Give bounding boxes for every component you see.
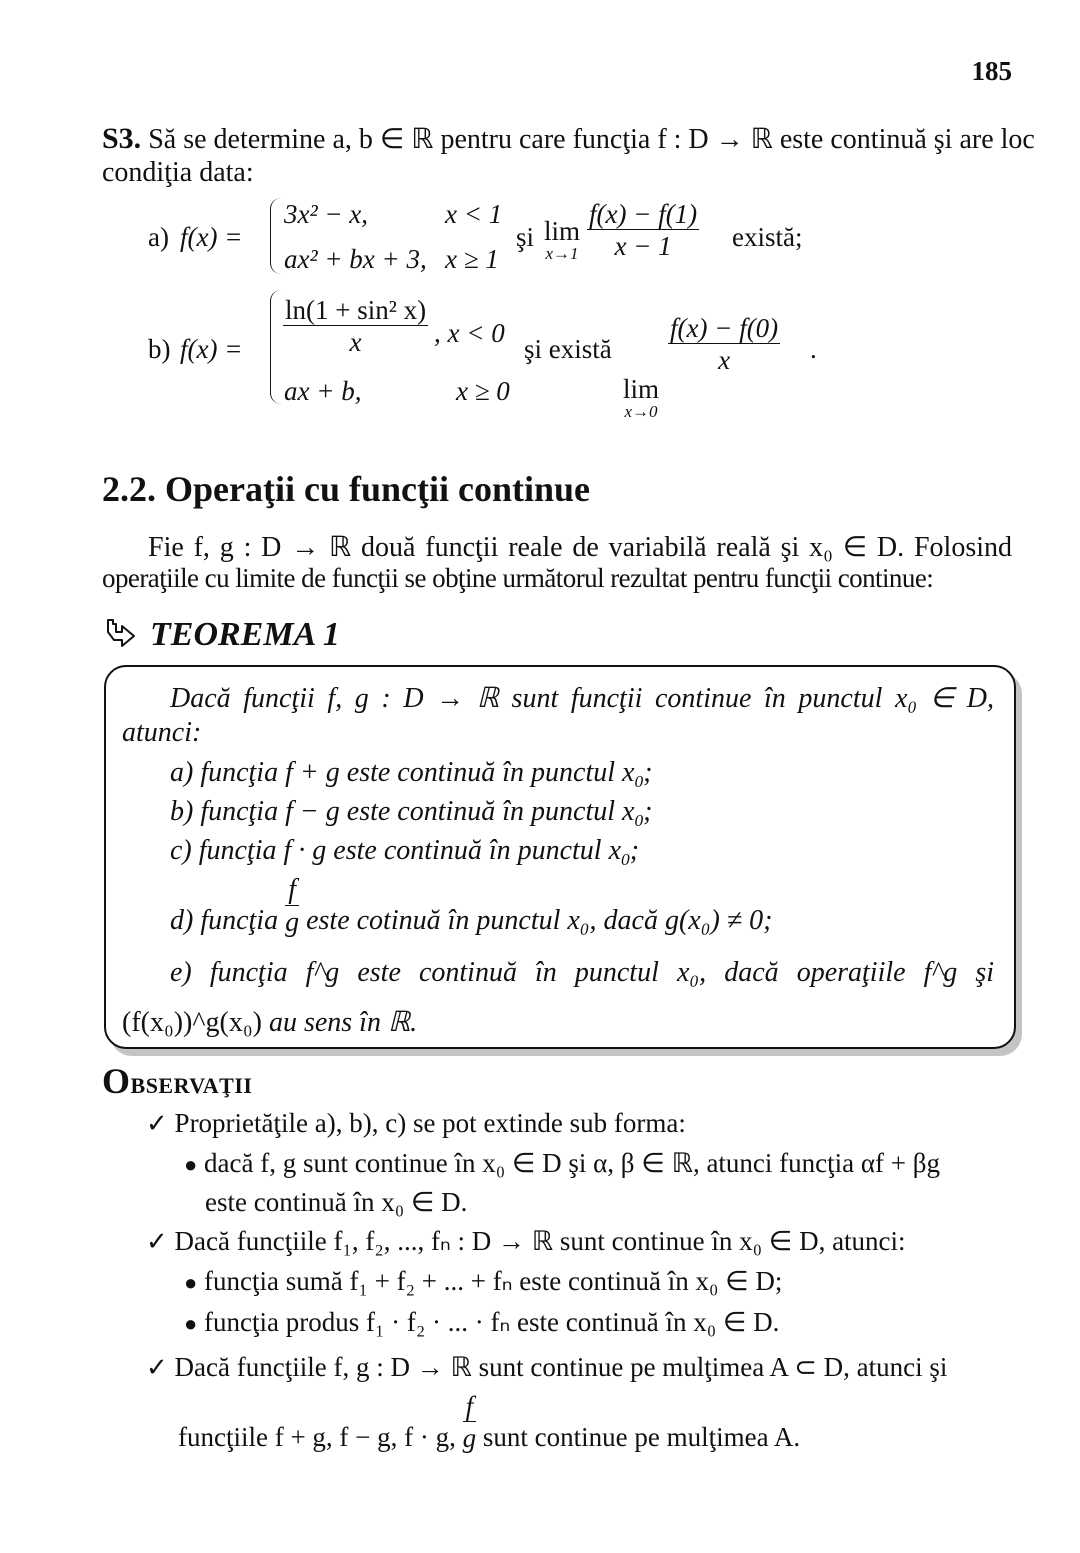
section-intro-line1: Fie f, g : D → ℝ două funcţii reale de variabilă reală şi x₀ ∈ D. Folosind [148, 532, 1012, 563]
part-a-lhs: f(x) = [180, 222, 243, 252]
part-b-lhs: f(x) = [180, 334, 243, 364]
observation-bullet-1-1-cont: este continuă în x₀ ∈ D. [205, 1187, 468, 1217]
part-b-tail: . [810, 334, 817, 364]
theorem-item-e-line2: (f(x₀))^g(x₀) au sens în ℝ. [122, 1007, 418, 1038]
part-a-case2-cond: x ≥ 1 [445, 244, 499, 274]
checkmark-icon: ✓ [146, 1353, 168, 1382]
part-a-case1-cond: x < 1 [445, 199, 503, 229]
observation-check-2: ✓ Dacă funcţiile f₁, f₂, ..., fₙ : D → ℝ sunt continue în x₀ ∈ D, atunci: [146, 1226, 906, 1256]
observation-bullet-1-1: ● dacă f, g sunt continue în x₀ ∈ D şi α, β ∈ ℝ, atunci funcţia αf + βg [184, 1148, 940, 1178]
section-heading: 2.2. Operaţii cu funcţii continue [102, 469, 590, 509]
part-b-case1-cond: , x < 0 [434, 318, 505, 348]
part-b-brace [270, 290, 281, 404]
part-b-connector: şi există [524, 334, 612, 364]
checkmark-icon: ✓ [146, 1227, 168, 1256]
exercise-statement-line1: Să se determine a, b ∈ ℝ pentru care funcţia f : D → ℝ este continuă şi are loc [148, 124, 1035, 155]
theorem-item-a: a) funcţia f + g este continuă în punctul $x_0$; [170, 757, 653, 792]
theorem-item-d: d) funcţia $\frac{f}{g}$ este cotinuă în punctul x₀, dacă g(x₀) ≠ 0; [170, 874, 773, 939]
hand-pointing-right-icon [104, 616, 140, 650]
part-a-tail: există; [732, 222, 803, 252]
part-b-label: b) [148, 334, 171, 364]
part-a-fraction: $\frac{f(x) - f(1)}{x - 1}$ [589, 199, 698, 262]
observation-check-3-line2: funcţiile f + g, f − g, f · g, $\frac{f}{g}$ sunt continue pe mulţimea A. [178, 1391, 801, 1454]
bullet-icon: ● [184, 1270, 198, 1295]
theorem-box [104, 665, 1016, 1049]
part-b-fraction: $\frac{f(x) - f(0)}{x}$ [670, 313, 779, 376]
part-b-case2-cond: x ≥ 0 [456, 376, 510, 406]
part-b-case1-fraction: $\frac{\text{ln(1 + sin² x)}}{x}$ [285, 295, 427, 358]
part-a-case1-expr: 3x² − x, [284, 199, 369, 229]
observation-bullet-2-2: ● funcţia produs f₁ · f₂ · ... · fₙ este continuă în x₀ ∈ D. [184, 1307, 780, 1337]
exercise-statement [102, 122, 1035, 156]
checkmark-icon: ✓ [146, 1109, 168, 1138]
bullet-icon: ● [184, 1152, 198, 1177]
exercise-statement-line2: condiţia data: [102, 157, 254, 188]
theorem-title: TEOREMA 1 [150, 616, 340, 653]
part-b-case2-expr: ax + b, [284, 376, 362, 406]
theorem-line1: Dacă funcţii f, g : D → ℝ sunt funcţii continue în punctul x₀ ∈ D, [170, 683, 994, 714]
section-intro-line2: operaţiile cu limite de funcţii se obţine următorul rezultat pentru funcţii continue: [102, 563, 934, 593]
part-a-case2-expr: ax² + bx + 3, [284, 244, 427, 274]
observation-bullet-2-1: ● funcţia sumă f₁ + f₂ + ... + fₙ este continuă în x₀ ∈ D; [184, 1266, 783, 1296]
part-a-connector: şi [516, 222, 535, 252]
observations-title: OBSERVAŢII [102, 1061, 253, 1101]
theorem-line2: atunci: [122, 717, 202, 748]
theorem-item-b: b) funcţia f − g este continuă în punctul $x_0$; [170, 796, 653, 831]
theorem-item-c: c) funcţia f · g este continuă în punctul $x_0$; [170, 835, 640, 870]
part-a-label: a) [148, 222, 169, 252]
part-a-brace [270, 198, 281, 274]
observation-check-3: ✓ Dacă funcţiile f, g : D → ℝ sunt continue pe mulţimea A ⊂ D, atunci şi [146, 1352, 948, 1382]
page-number: 185 [971, 56, 1012, 86]
part-b-limit: lim x→0 [623, 373, 660, 421]
bullet-icon: ● [184, 1311, 198, 1336]
part-a-limit: lim x→1 [544, 216, 581, 263]
observation-check-1: ✓ Proprietăţile a), b), c) se pot extinde sub forma: [146, 1108, 686, 1138]
exercise-label: S3. [102, 122, 142, 155]
theorem-item-e-line1: e) funcţia f^g este continuă în punctul x₀, dacă operaţiile f^g şi [170, 957, 994, 988]
